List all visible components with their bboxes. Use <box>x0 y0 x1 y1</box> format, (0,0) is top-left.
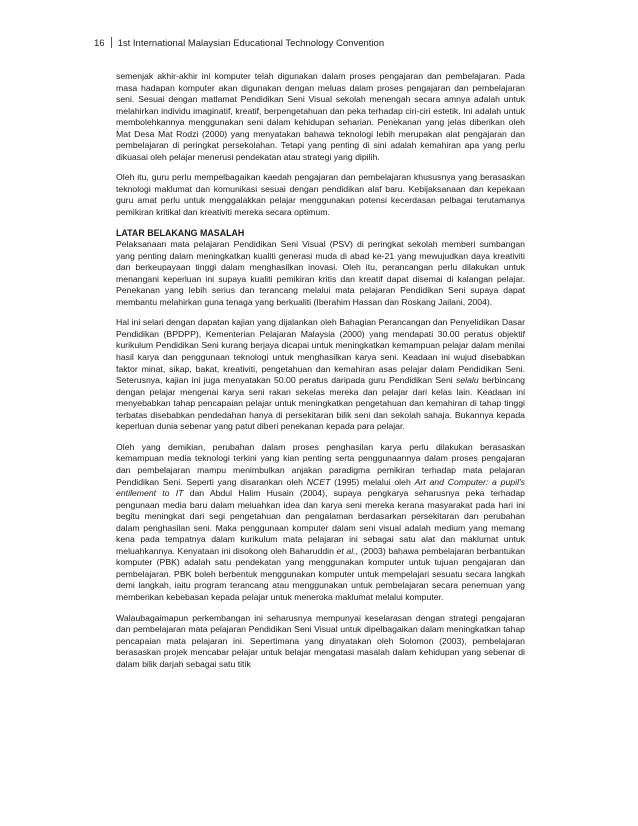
paragraph-5-text-a: Oleh yang demikian, perubahan dalam proses penghasilan karya perlu dilakukan berasaskan kemampuan media teknologi terkini yang kian penting serta penggunaannya dalam proses pengajaran dan pembelajaran mampu menimbulkan anjakan paradigma pemikiran terhadap mata pelajaran Pendidikan Seni. Seperti yang disarankan oleh <box>116 441 525 487</box>
paragraph-3: Pelaksanaan mata pelajaran Pendidikan Seni Visual (PSV) di peringkat sekolah memberi sumbangan yang penting dalam meningkatkan kualiti generasi muda di abad ke-21 yang mewujudkan daya kreativiti dan berkeupayaan tinggi dalam menghasilkan inovasi. Oleh itu, perancangan perlu dilakukan untuk menangani keperluan ini supaya kualiti pemikiran kritis dan kreatif dapat disemai di kalangan pelajar. Penekanan yang lebih serius dan terancang melalui mata pelajaran Pendidikan Seni supaya dapat membantu melahirkan guna tenaga yang berkualiti (Iberahim Hassan dan Roskang Jailani, 2004). <box>116 239 525 307</box>
paragraph-5 <box>116 442 525 604</box>
section-heading: LATAR BELAKANG MASALAH <box>116 227 245 238</box>
paragraph-1: semenjak akhir-akhir ini komputer telah digunakan dalam proses pengajaran dan pembelajaran. Pada masa hadapan komputer akan digunakan dengan meluas dalam proses pengajaran dan pembelajaran seni. Sesuai dengan matlamat Pendidikan Seni Visual sekolah menengah secara amnya adalah untuk melahirkan individu imaginatif, kreatif, berpengetahuan dan peka terhadap ciri-ciri estetik. Ini adalah untuk membolehkannya menggunakan seni dalam kehidupan seharian. Penekanan yang jelas diberikan oleh Mat Desa Mat Rodzi (2000) yang menyatakan bahawa teknologi lebih merupakan alat pengajaran dan pembelajaran di peringkat persekolahan. Tetapi yang penting di sini adalah kemahiran apa yang perlu dikuasai oleh pelajar menerusi pendekatan atau strategi yang dipilih. <box>116 71 525 162</box>
paragraph-5-emphasis-etal: et al. <box>336 545 356 556</box>
paragraph-4-emphasis: selalu <box>456 375 479 386</box>
paragraph-2: Oleh itu, guru perlu mempelbagaikan kaedah pengajaran dan pembelajaran khususnya yang berasaskan teknologi maklumat dan komunikasi sesuai dengan pendidikan alaf baru. Kebijaksanaan dan kepekaan guru amat perlu untuk menggalakkan pelajar menggunakan potensi kecerdasan pelbagai terutamanya pemikiran kritikal dan kreativiti mereka secara optimum. <box>116 172 525 218</box>
paragraph-6: Walaubagaimapun perkembangan ini seharusnya mempunyai keselarasan dengan strategi pengajaran dan pembelajaran mata pelajaran Pendidikan Seni Visual untuk dipelbagaikan dalam meningkatkan tahap pencapaian mata pelajaran ini. Sepertimana yang dinyatakan oleh Solomon (2003), pembelajaran berasaskan projek mencabar pelajar untuk belajar mengatasi masalah dalam kehidupan yang sebenar di dalam bilik darjah sebagai satu titik <box>116 612 525 669</box>
paragraph-5-emphasis-title: Art and Computer: a pupil's entilement to IT <box>116 476 526 499</box>
header-divider <box>111 37 112 48</box>
paragraph-5-text-b: (1995) melalui oleh <box>330 476 415 487</box>
conference-title: 1st International Malaysian Educational Technology Convention <box>117 38 385 49</box>
paragraph-5-emphasis-ncet: NCET <box>306 476 331 487</box>
paragraph-4 <box>116 317 525 432</box>
running-header <box>94 37 384 49</box>
paragraph-4-text-b: berbincang dengan pelajar mengenai karya seni rakan sekelas mereka dan pelajar dari kelas lain. Keadaan ini menyebabkan tahap pencapaian pelajar untuk meningkatkan pengetahuan dan kemahiran di tahap tinggi terbatas disebabkan pendedahan hanya di persekitaran bilik seni dan sekolah sahaja. Bukannya kepada keperluan dunia sebenar yang patut diberi penekanan kepada para pelajar. <box>116 375 525 432</box>
paragraph-5-text-d: , (2003) bahawa pembelajaran berbantukan komputer (PBK) adalah satu pendekatan yang menggunakan komputer untuk tujuan pengajaran dan pembelajaran. PBK boleh berbentuk menggunakan komputer untuk mempelajari sesuatu secara langkah demi langkah, iaitu program terancang atau menggunakan untuk pembelajaran secara penemuan yang memberikan kebebasan kepada pelajar untuk meneroka maklumat melalui komputer. <box>116 545 525 602</box>
page-number: 16 <box>94 38 105 49</box>
paragraph-4-text-a: Hal ini selari dengan dapatan kajian yang dijalankan oleh Bahagian Perancangan dan Penyelidikan Dasar Pendidikan (BPDPP), Kementerian Pelajaran Malaysia (2000) yang mendapati 30.00 peratus objektif kurikulum Pendidikan Seni kurang berjaya dicapai untuk meningkatkan kemampuan pelajar dalam menilai hasil karya dan penggunaan teknologi untuk menghasilkan karya seni. Keadaan ini wujud disebabkan faktor minat, sikap, bakat, kreativiti, pengetahuan dan kemahiran asas pelajar dalam Pendidikan Seni. Seterusnya, kajian ini juga menyatakan 50.00 peratus daripada guru Pendidikan Seni <box>116 317 525 386</box>
body-text <box>116 71 525 679</box>
paragraph-5-text-c: dan Abdul Halim Husain (2004), supaya pengkarya seharusnya peka terhadap pengunaan media baru dalam meluahkan idea dan karya seni mereka kerana masyarakat pada hari ini begitu meningkat dari segi pengetahuan dan pengalaman berdasarkan persekitaran dan perubahan dalam penghasilan seni. Maka penggunaan komputer dalam seni visual adalah medium yang memang kena pada tempatnya dalam kurikulum mata pelajaran ini sebagai satu alat dan maklumat untuk meluahkannya. Kenyataan ini disokong oleh Baharuddin <box>116 488 525 556</box>
